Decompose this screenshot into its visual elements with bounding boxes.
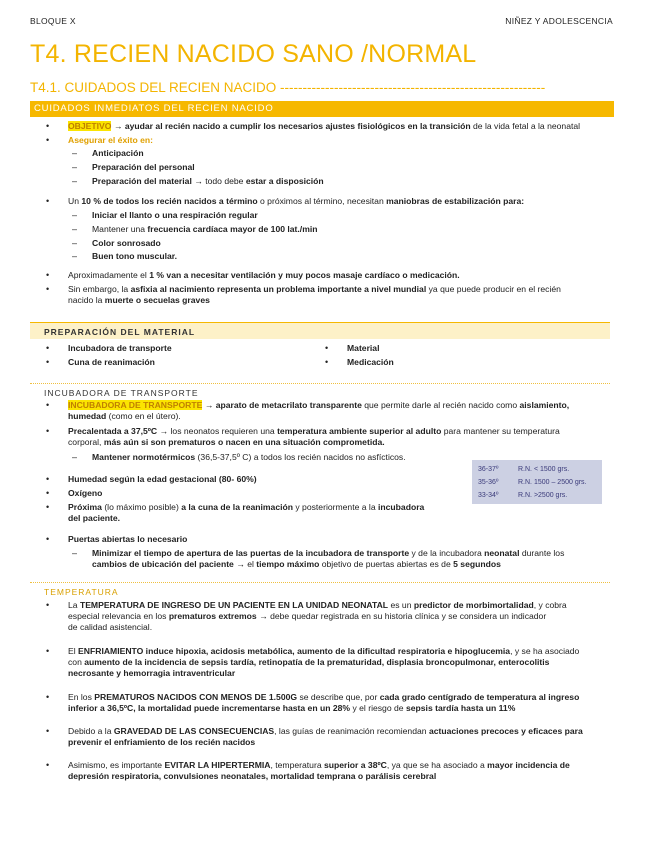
dash-item: Buen tono muscular. — [92, 251, 177, 261]
material-band: PREPARACIÓN DEL MATERIAL — [30, 322, 610, 339]
material-item: Cuna de reanimación — [68, 357, 155, 367]
dash-item: Minimizar el tiempo de apertura de las puertas de la incubadora de transporte y de la incubadora neonatal durante los cambios de ubicación del paciente → el tiempo máximo objetivo de puertas abiertas es de 5 segundos — [92, 548, 565, 569]
bullet-icon: • — [46, 726, 50, 736]
dash-item: Mantener normotérmicos (36,5-37,5º C) a todos los recién nacidos no asfícticos. — [92, 452, 406, 462]
incubadora-line: Próxima (lo máximo posible) a la cuna de la reanimación y posteriormente a la incubadora del paciente. — [68, 502, 425, 523]
bullet-icon: • — [46, 135, 50, 145]
divider — [30, 582, 610, 583]
incubadora-line: INCUBADORA DE TRANSPORTE → aparato de metacrilato transparente que permite darle al recién nacido como aislamiento, humedad (como en el útero). — [68, 400, 570, 421]
incubadora-line: Oxígeno — [68, 488, 103, 498]
bullet-icon: • — [325, 343, 329, 353]
bullet-icon: • — [46, 270, 50, 280]
bullet-line: Un 10 % de todos los recién nacidos a término o próximos al término, necesitan maniobras de estabilización para: — [68, 196, 525, 206]
header-left: BLOQUE X — [30, 16, 76, 26]
dash-item: Mantener una frecuencia cardíaca mayor de 100 lat./min — [92, 224, 318, 234]
temperatura-heading: TEMPERATURA — [44, 587, 119, 597]
divider — [30, 383, 610, 384]
bullet-icon: • — [46, 646, 50, 656]
bullet-icon: • — [46, 196, 50, 206]
header-right: NIÑEZ Y ADOLESCENCIA — [505, 16, 613, 26]
dash-item: Iniciar el llanto o una respiración regular — [92, 210, 258, 220]
page-title: T4. RECIEN NACIDO SANO /NORMAL — [30, 40, 477, 68]
bullet-icon: • — [46, 284, 50, 294]
bullet-icon: • — [46, 400, 50, 410]
bullet-icon: • — [325, 357, 329, 367]
incubadora-line: Puertas abiertas lo necesario — [68, 534, 188, 544]
section-subtitle: T4.1. CUIDADOS DEL RECIEN NACIDO ----------------------------------------------------------- — [30, 80, 546, 95]
dash-item: Color sonrosado — [92, 238, 161, 248]
dash-item: Preparación del material → todo debe estar a disposición — [92, 176, 324, 186]
bullet-icon: • — [46, 343, 50, 353]
bullet-icon: • — [46, 488, 50, 498]
bullet-icon: • — [46, 502, 50, 512]
material-item: Material — [347, 343, 380, 353]
bullet-icon: • — [46, 474, 50, 484]
bullet-icon: • — [46, 534, 50, 544]
temperatura-line: El ENFRIAMIENTO induce hipoxia, acidosis metabólica, aumento de la dificultad respiratoria e hipoglucemia, y se ha asociado con aumento de la incidencia de sepsis tardía, retinopatía de la prematuridad, displasia broncopulmonar, enterocolitis necrosante y hemorragia intraventricular — [68, 646, 580, 678]
bullet-line: Aproximadamente el 1 % van a necesitar ventilación y muy pocos masaje cardíaco o medicación. — [68, 270, 460, 280]
temperature-table: 36-37º R.N. < 1500 grs. 35-36º R.N. 1500 – 2500 grs. 33-34º R.N. >2500 grs. — [472, 460, 602, 504]
temperatura-line: En los PREMATUROS NACIDOS CON MENOS DE 1.500G se describe que, por cada grado centígrado de temperatura al ingreso inferior a 36,5ºC, la mortalidad puede incrementarse hasta en un 28% y el riesgo de sepsis tardía hasta un 11% — [68, 692, 580, 713]
incubadora-heading: INCUBADORA DE TRANSPORTE — [44, 388, 199, 398]
bullet-icon: • — [46, 357, 50, 367]
section-bar: CUIDADOS INMEDIATOS DEL RECIEN NACIDO — [30, 101, 614, 117]
temperatura-line: La TEMPERATURA DE INGRESO DE UN PACIENTE EN LA UNIDAD NEONATAL es un predictor de morbimortalidad, y cobra especial relevancia en los prematuros extremos → debe quedar registrada en su historia clínica y se considera un indicador de calidad asistencial. — [68, 600, 567, 632]
dash-item: Preparación del personal — [92, 162, 195, 172]
incubadora-line: Humedad según la edad gestacional (80- 60%) — [68, 474, 257, 484]
bullet-icon: • — [46, 600, 50, 610]
objetivo-line: OBJETIVO → ayudar al recién nacido a cumplir los necesarios ajustes fisiológicos en la transición de la vida fetal a la neonatal — [68, 121, 581, 131]
dash-item: Anticipación — [92, 148, 144, 158]
temperatura-line: Asimismo, es importante EVITAR LA HIPERTERMIA, temperatura superior a 38ºC, ya que se ha asociado a mayor incidencia de depresión respiratoria, convulsiones neonatales, mortalidad temprana o parálisis cerebral — [68, 760, 570, 781]
bullet-icon: • — [46, 760, 50, 770]
material-item: Medicación — [347, 357, 394, 367]
incubadora-line: Precalentada a 37,5ºC → los neonatos requieren una temperatura ambiente superior al adulto para mantener su temperatura corporal, más aún si son prematuros o nacen en una situación comprometida. — [68, 426, 560, 447]
exito-line: Asegurar el éxito en: — [68, 135, 154, 145]
bullet-line: Sin embargo, la asfixia al nacimiento representa un problema importante a nivel mundial ya que puede producir en el recién nacido la muerte o secuelas graves — [68, 284, 561, 305]
bullet-icon: • — [46, 692, 50, 702]
bullet-icon: • — [46, 426, 50, 436]
temperatura-line: Debido a la GRAVEDAD DE LAS CONSECUENCIAS, las guías de reanimación recomiendan actuaciones precoces y eficaces para prevenir el enfriamiento de los recién nacidos — [68, 726, 583, 747]
bullet-icon: • — [46, 121, 50, 131]
material-item: Incubadora de transporte — [68, 343, 172, 353]
